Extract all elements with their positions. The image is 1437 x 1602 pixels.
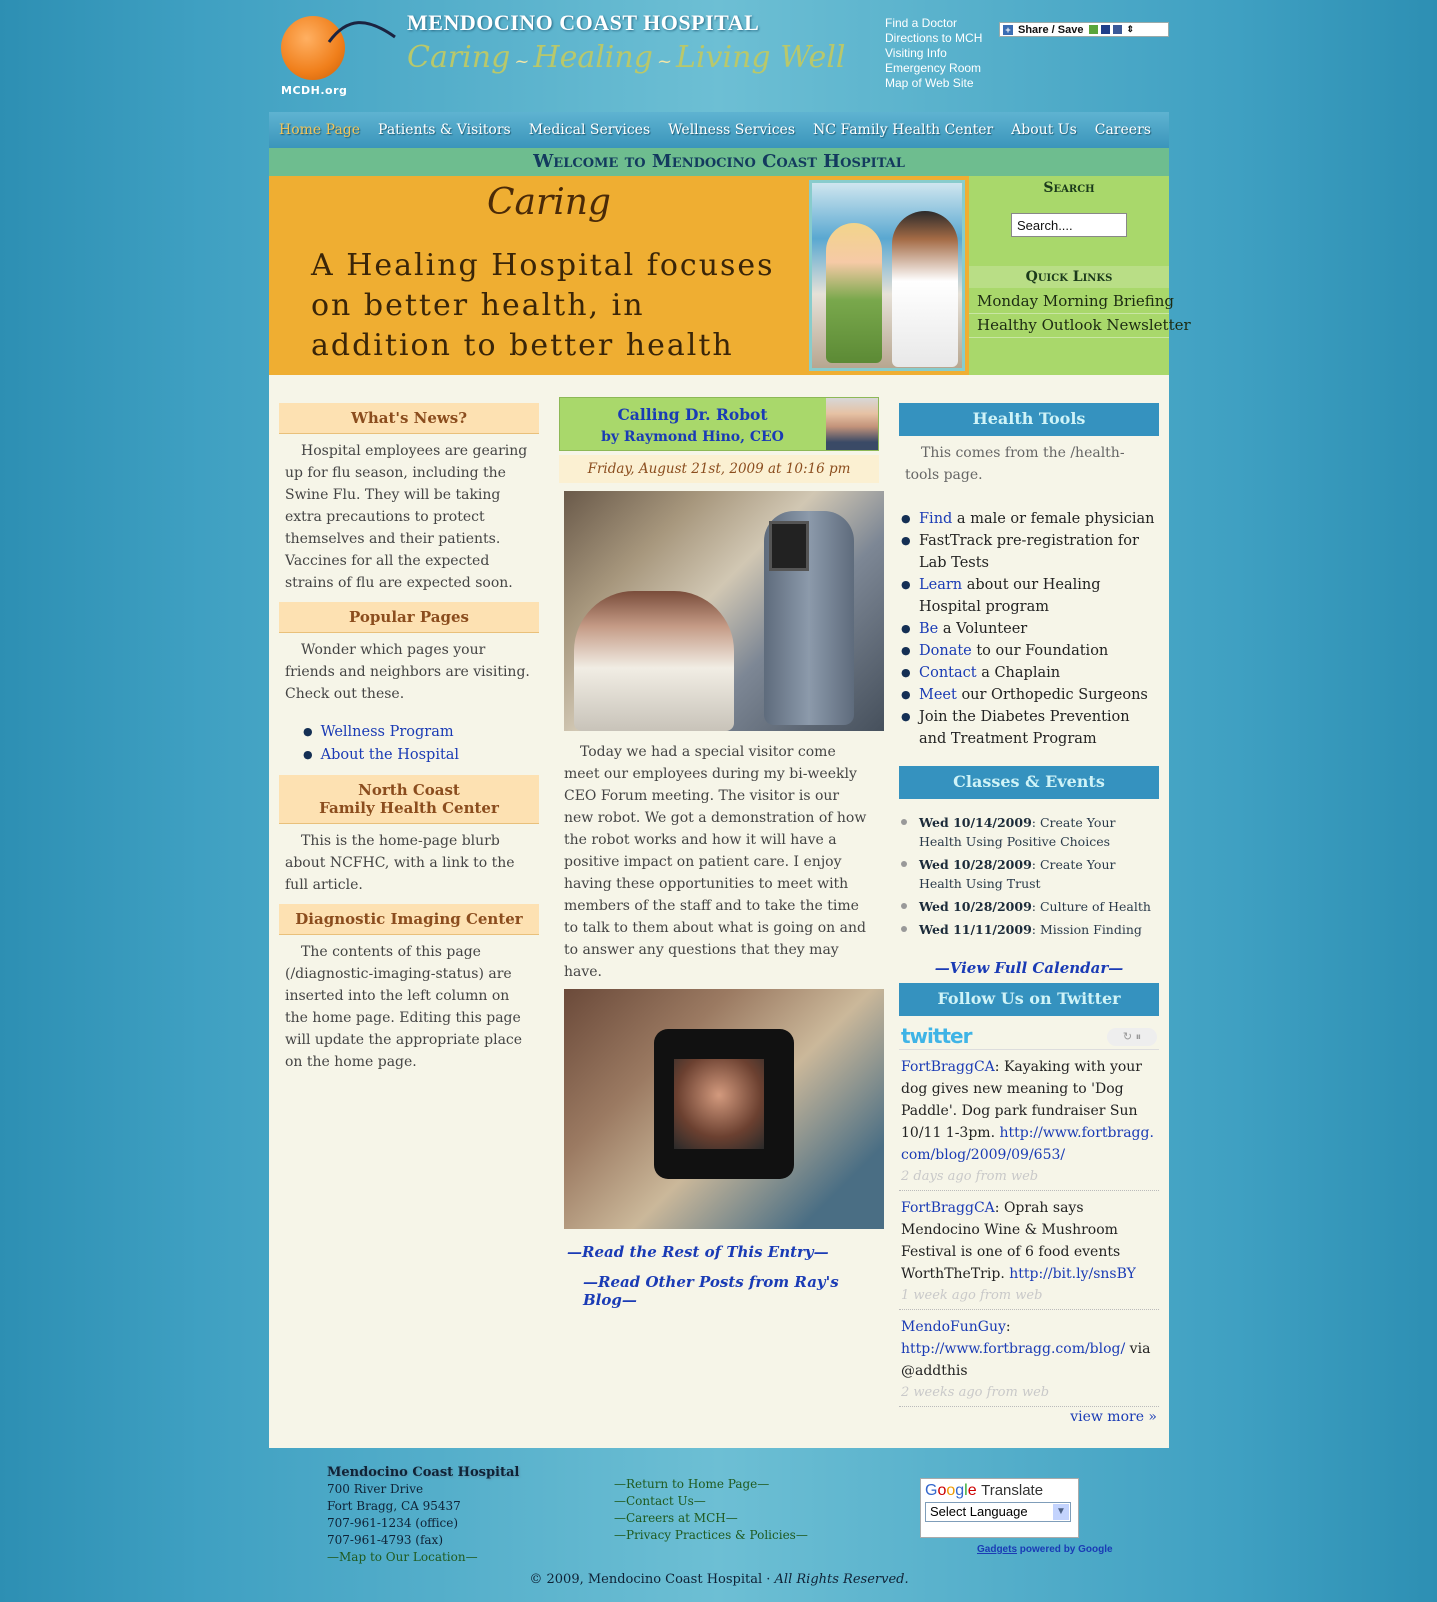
top-link-find-doctor[interactable]: Find a Doctor (885, 16, 958, 30)
quick-links-title: Quick Links (969, 266, 1169, 288)
delicious-icon (1101, 25, 1110, 34)
tool-item: ● Meet our Orthopedic Surgeons (899, 684, 1159, 706)
search-input[interactable] (1011, 213, 1127, 237)
top-link-site-map[interactable]: Map of Web Site (885, 76, 974, 90)
twitter-controls[interactable] (1107, 1028, 1157, 1046)
banner-photo (809, 180, 965, 371)
nav-careers[interactable]: Careers (1094, 122, 1151, 138)
refresh-icon[interactable]: ↻ (1122, 1030, 1133, 1043)
ncfhc-heading[interactable] (279, 775, 539, 824)
read-other-posts-link[interactable]: —Read Other Posts from Ray's Blog— (583, 1273, 839, 1309)
logo-url-text: MCDH.org (281, 84, 348, 97)
health-tools-text: This comes from the /health-tools page. (905, 445, 1125, 483)
blog-photo-meeting (564, 491, 884, 731)
address-line: Fort Bragg, CA 95437 (327, 1499, 461, 1513)
chevron-down-icon: ▼ (1053, 1504, 1069, 1520)
nav-about-us[interactable]: About Us (1011, 122, 1077, 138)
footer-link-privacy[interactable]: —Privacy Practices & Policies— (614, 1528, 808, 1542)
popular-pages-text: Wonder which pages your friends and neighbors are visiting. Check out these. (285, 642, 530, 702)
tweet-meta: 2 days ago from web (901, 1169, 1039, 1184)
copyright: © 2009, Mendocino Coast Hospital · All Rights Reserved. (529, 1572, 909, 1587)
language-select[interactable]: Select Language ▼ (925, 1502, 1071, 1522)
tool-link[interactable]: Donate (919, 643, 972, 659)
view-calendar-link[interactable]: —View Full Calendar— (934, 959, 1124, 977)
gadgets-credit: Gadgets powered by Google (977, 1544, 1113, 1555)
address-line: 700 River Drive (327, 1482, 424, 1496)
photo-robot-face (674, 1059, 764, 1149)
classes-events-heading: Classes & Events (899, 766, 1159, 799)
health-tools-list (899, 494, 1159, 766)
tool-item: ● Donate to our Foundation (899, 640, 1159, 662)
imaging-heading[interactable]: Diagnostic Imaging Center (279, 904, 539, 935)
blog-body: Today we had a special visitor come meet our employees during my bi-weekly CEO Forum meeting. The visitor is our new robot. We got a demonstration of how the robot works and how it will have a positive impact on patient care. I enjoy having these opportunities to meet with members of the staff and to take the time to talk to them about what is going on and to answer any questions that they may have. (564, 744, 867, 980)
plus-icon: + (1003, 25, 1013, 35)
blog-photo-robot (564, 989, 884, 1229)
banner (269, 176, 969, 375)
blog-title[interactable] (560, 404, 825, 448)
address-line: 707-961-1234 (office) (327, 1516, 459, 1530)
google-logo-icon: Google (925, 1482, 977, 1499)
tweet: MendoFunGuy: http://www.fortbragg.com/blog/ via @addthis 2 weeks ago from web (899, 1310, 1159, 1407)
footer-link-home[interactable]: —Return to Home Page— (614, 1477, 770, 1491)
quick-link-monday-briefing[interactable]: Monday Morning Briefing (969, 290, 1169, 314)
tool-item: ● Find a male or female physician (899, 508, 1159, 530)
ncfhc-text: This is the home-page blurb about NCFHC, with a link to the full article. (285, 833, 515, 893)
event-item[interactable]: Wed 10/14/2009: Create Your Health Using Positive Choices (899, 813, 1159, 851)
top-link-visiting-info[interactable]: Visiting Info (885, 46, 947, 60)
ceo-avatar (826, 398, 878, 450)
map-location-link[interactable]: —Map to Our Location— (327, 1550, 478, 1564)
google-translate-widget (920, 1478, 1079, 1538)
tagline: Caring ~ Healing ~ Living Well (407, 40, 846, 75)
tweet-user[interactable]: MendoFunGuy (901, 1319, 1006, 1335)
event-item[interactable]: Wed 10/28/2009: Create Your Health Using Trust (899, 855, 1159, 893)
whats-news-heading: What's News? (279, 403, 539, 434)
events-list (899, 799, 1159, 951)
event-item[interactable]: Wed 11/11/2009: Mission Finding (899, 920, 1159, 939)
chevron-updown-icon: ⇕ (1126, 24, 1134, 34)
tagline-word: Healing (533, 40, 653, 75)
view-more-tweets-link[interactable]: view more » (1070, 1409, 1157, 1425)
event-item[interactable]: Wed 10/28/2009: Culture of Health (899, 897, 1159, 916)
popular-link-about[interactable]: ● About the Hospital (303, 744, 539, 767)
facebook-icon (1113, 25, 1122, 34)
right-column (899, 403, 1159, 1427)
twitter-heading: Follow Us on Twitter (899, 983, 1159, 1016)
search-title: Search (1043, 180, 1095, 196)
nav-home-page[interactable]: Home Page (279, 122, 361, 138)
gadgets-link[interactable]: Gadgets (977, 1544, 1018, 1555)
top-link-emergency-room[interactable]: Emergency Room (885, 61, 982, 75)
logo-swoosh-icon (327, 12, 397, 52)
quick-link-healthy-outlook[interactable]: Healthy Outlook Newsletter (969, 314, 1169, 338)
imaging-text: The contents of this page (/diagnostic-imaging-status) are inserted into the left column on the home page. Editing this page will update the appropriate place on the home page. (285, 944, 523, 1070)
ncfhc-heading-line: North Coast (358, 781, 460, 799)
tool-item: ● FastTrack pre-registration for Lab Tests (899, 530, 1159, 574)
tool-item: ● Be a Volunteer (899, 618, 1159, 640)
popular-pages-list (279, 713, 539, 775)
content-area (269, 375, 1169, 1448)
top-links (885, 16, 982, 91)
tweet-link[interactable]: http://bit.ly/snsBY (1009, 1266, 1136, 1282)
share-save-button[interactable] (999, 22, 1169, 37)
tagline-word: Living Well (676, 40, 846, 75)
share-service-icon (1089, 25, 1098, 34)
footer-link-contact[interactable]: —Contact Us— (614, 1494, 706, 1508)
tweet-user[interactable]: FortBraggCA (901, 1059, 995, 1075)
blog-column (559, 397, 879, 1309)
banner-text: A Healing Hospital focuses on better health, in addition to better health (311, 248, 775, 363)
blog-byline: by Raymond Hino, CEO (601, 429, 784, 445)
tool-item: ● Learn about our Healing Hospital program (899, 574, 1159, 618)
tagline-word: Caring (407, 40, 511, 75)
photo-girl (826, 223, 882, 363)
footer-link-careers[interactable]: —Careers at MCH— (614, 1511, 738, 1525)
whats-news-text: Hospital employees are gearing up for flu season, including the Swine Flu. They will be taking extra precautions to protect themselves and their patients. Vaccines for all the expected strains of flu are expected soon. (285, 443, 528, 591)
photo-robot-screen (769, 521, 809, 571)
blog-title-text: Calling Dr. Robot (617, 405, 768, 424)
footer-links (614, 1476, 808, 1544)
tweet-link[interactable]: http://www.fortbragg.com/blog/2009/09/653/ (901, 1125, 1154, 1163)
site-name[interactable]: MENDOCINO COAST HOSPITAL (407, 10, 760, 35)
tweet-meta: 1 week ago from web (901, 1288, 1043, 1303)
tool-item: ● Contact a Chaplain (899, 662, 1159, 684)
main-nav (269, 112, 1169, 148)
tool-item: ● Join the Diabetes Prevention and Treatment Program (899, 706, 1159, 750)
banner-word: Caring (487, 182, 611, 223)
popular-link-wellness[interactable]: ● Wellness Program (303, 721, 539, 744)
read-rest-link[interactable]: —Read the Rest of This Entry— (567, 1243, 829, 1261)
footer-name: Mendocino Coast Hospital (327, 1465, 520, 1480)
nav-medical-services[interactable]: Medical Services (528, 122, 651, 138)
search-panel (969, 176, 1191, 375)
pause-icon[interactable]: ⏸ (1135, 1030, 1142, 1043)
photo-people (574, 591, 734, 731)
tool-link[interactable]: Find (919, 511, 953, 527)
quick-links-list (969, 290, 1191, 338)
tweet: FortBraggCA: Kayaking with your dog gives new meaning to 'Dog Paddle'. Dog park fundraiser Sun 10/11 1-3pm. http://www.fortbragg.com/blog/2009/09/653/ 2 days ago from web (899, 1050, 1159, 1191)
blog-date: Friday, August 21st, 2009 at 10:16 pm (559, 455, 879, 483)
welcome-bar: Welcome to Mendocino Coast Hospital (269, 148, 1169, 176)
nav-nc-family-health-center[interactable]: NC Family Health Center (813, 122, 994, 138)
tweet: FortBraggCA: Oprah says Mendocino Wine & Mushroom Festival is one of 6 food events WorthTheTrip. http://bit.ly/snsBY 1 week ago from web (899, 1191, 1159, 1310)
tool-link[interactable]: Contact (919, 665, 977, 681)
tool-link[interactable]: Be (919, 621, 939, 637)
twitter-widget-bar (899, 1020, 1159, 1050)
popular-pages-heading: Popular Pages (279, 602, 539, 633)
tweet-user[interactable]: FortBraggCA (901, 1200, 995, 1216)
address-line: 707-961-4793 (fax) (327, 1533, 443, 1547)
google-translate-title: Google Translate (925, 1482, 1044, 1499)
tweet-meta: 2 weeks ago from web (901, 1385, 1050, 1400)
photo-doctor (892, 211, 958, 367)
nav-wellness-services[interactable]: Wellness Services (668, 122, 796, 138)
tweet-link[interactable]: http://www.fortbragg.com/blog/ (901, 1341, 1126, 1357)
footer-address (327, 1464, 519, 1566)
blog-header (559, 397, 879, 451)
health-tools-heading: Health Tools (899, 403, 1159, 436)
top-link-directions[interactable]: Directions to MCH (885, 31, 983, 45)
page (269, 0, 1191, 1602)
footer (269, 1448, 1169, 1602)
tool-link[interactable]: Meet (919, 687, 957, 703)
ncfhc-heading-line: Family Health Center (319, 799, 499, 817)
tool-link[interactable]: Learn (919, 577, 963, 593)
share-save-label: Share / Save (1018, 23, 1084, 36)
twitter-logo-icon[interactable]: twitter (901, 1024, 972, 1048)
left-column (279, 403, 539, 1081)
nav-patients-visitors[interactable]: Patients & Visitors (378, 122, 511, 138)
